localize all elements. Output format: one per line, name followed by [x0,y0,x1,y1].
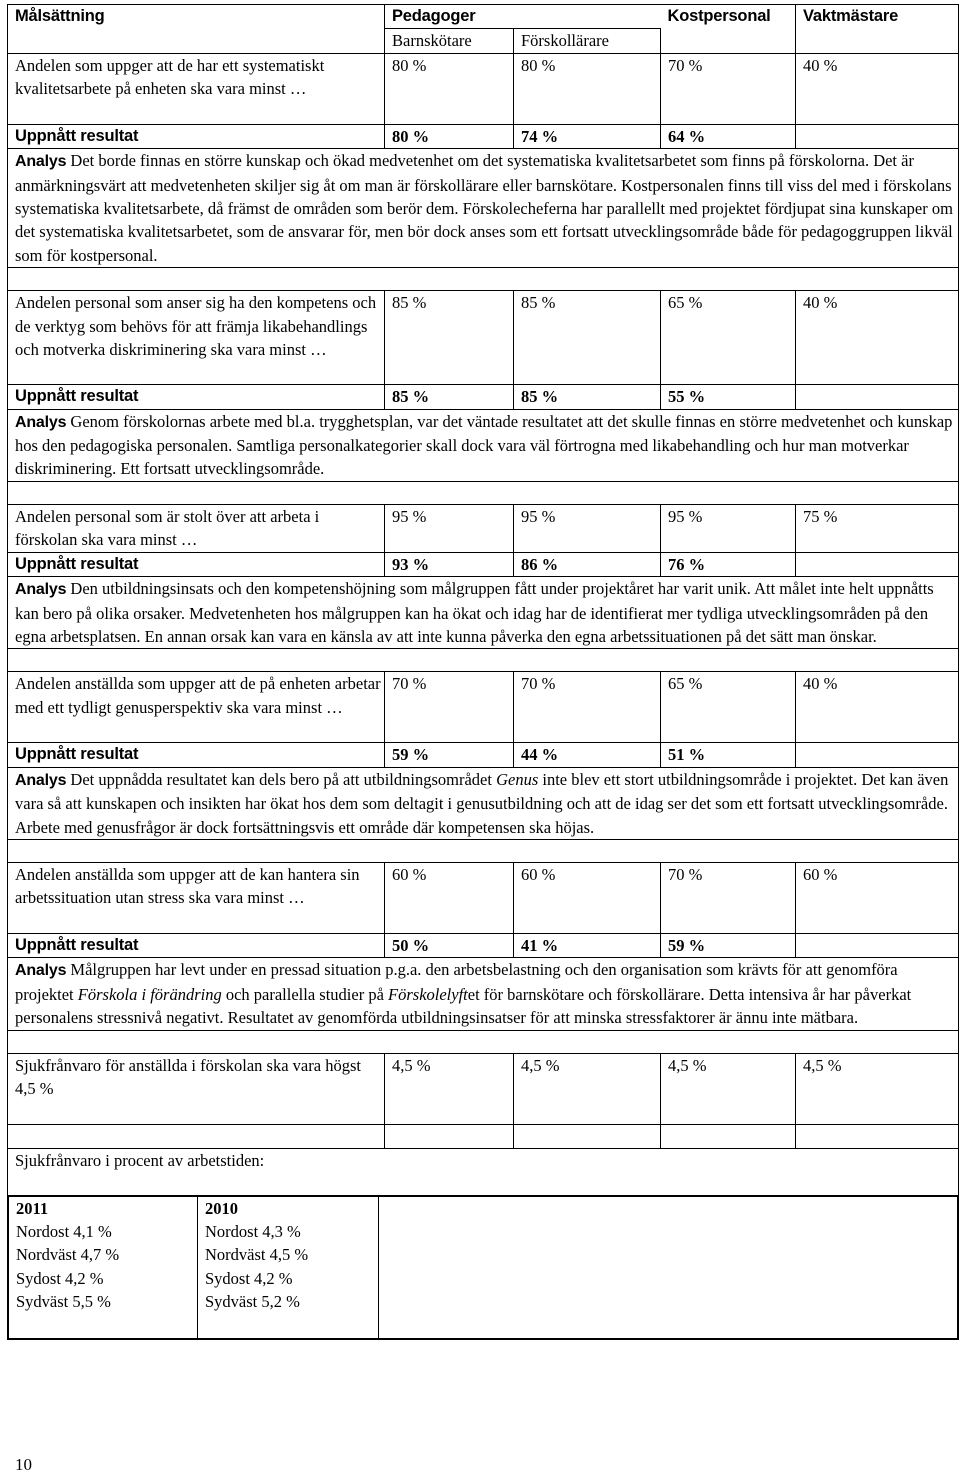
result-label: Uppnått resultat [8,385,385,409]
target-value: 80 % [385,53,514,124]
sick-figures-cell [8,1195,959,1339]
sick-heading: Sjukfrånvaro i procent av arbetstiden: [8,1148,959,1195]
sick-year: 2010 [205,1198,238,1218]
sick-year-column [198,1196,379,1338]
goal-text: Andelen personal som anser sig ha den kompetens och de verktyg som behövs för att främja likabehandlings och motverka diskriminering ska vara minst … [8,291,385,385]
analysis-label: Analys [15,771,67,789]
result-value: 50 % [385,933,514,957]
header-goal: Målsättning [8,5,385,29]
result-value [796,552,959,576]
target-value: 70 % [661,862,796,933]
target-value: 4,5 % [661,1053,796,1124]
target-value: 80 % [514,53,661,124]
result-value: 85 % [385,385,514,409]
target-value: 75 % [796,504,959,552]
result-value: 64 % [661,124,796,148]
result-value: 80 % [385,124,514,148]
result-value [796,124,959,148]
target-value: 70 % [385,672,514,743]
result-value: 55 % [661,385,796,409]
analysis-text: Analys Det uppnådda resultatet kan dels bero på att utbildningsområdet Genus inte blev ett stort utbildningsområde i projektet. Det kan även vara så att kunskapen och insikten har ökat hos dem som deltagit i genusutbildning och att de idag ser det som ett fortsatt utvecklingsområde. Arbete med genusfrågor är dock fortsättningsvis ett område där kompetensen ska höjas. [8,767,959,839]
analysis-label: Analys [15,581,67,599]
analysis-label: Analys [15,962,67,980]
analysis-text: Analys Genom förskolornas arbete med bl.a. trygghetsplan, var det väntade resultatet att det skulle finnas en större medvetenhet och kunskap hos den pedagogiska personalen. Samtliga personalkategorier skall dock vara väl förtrogna med likabehandling och hur man motverkar diskriminering. Ett fortsatt utvecklingsområde. [8,409,959,481]
spacer-row [8,1030,959,1053]
sick-region: Nordväst 4,7 % [16,1245,120,1265]
result-label: Uppnått resultat [8,933,385,957]
header-pedagogues: Pedagoger [385,5,661,29]
sick-region: Nordost 4,3 % [205,1221,301,1241]
spacer-row [8,839,959,862]
sick-empty-cell [796,1124,959,1148]
result-value [796,933,959,957]
sick-empty-cell [661,1124,796,1148]
result-value: 44 % [514,743,661,767]
result-label: Uppnått resultat [8,743,385,767]
spacer-row [8,481,959,504]
sick-empty-cell [8,1124,385,1148]
target-value: 4,5 % [385,1053,514,1124]
result-value: 85 % [514,385,661,409]
result-value: 86 % [514,552,661,576]
target-value: 70 % [661,53,796,124]
target-value: 65 % [661,291,796,385]
result-value [796,743,959,767]
sick-empty-cell [514,1124,661,1148]
spacer-row [8,268,959,291]
goal-text: Sjukfrånvaro för anställda i förskolan ska vara högst 4,5 % [8,1053,385,1124]
analysis-text: Analys Målgruppen har levt under en pressad situation p.g.a. den arbetsbelastning och den organisation som krävts för att genomföra projektet Förskola i förändring och parallella studier på Förskolelyftet för barnskötare och förskollärare. Detta intensiva år har påverkat personalens stressnivå negativt. Resultatet av genomförda utbildningsinsatser för att minska stressfaktorer är ännu inte mätbara. [8,958,959,1030]
sick-region: Sydost 4,2 % [205,1268,293,1288]
result-value: 41 % [514,933,661,957]
analysis-label: Analys [15,153,67,171]
analysis-text: Analys Det borde finnas en större kunskap och ökad medvetenhet om det systematiska kvalitetsarbetet som finns på förskolorna. Det är anmärkningsvärt att medvetenheten skiljer sig åt om man är förskollärare eller barnskötare. Kostpersonalen finns till viss del med i förskolans systematiska kvalitetsarbete, då främst de områden som berör dem. Förskolecheferna har parallellt med projektet fördjupat sina kunskaper om det systematiska kvalitetsarbetet, som de ansvarar för, men bör dock anses som ett fortsatt utvecklingsområde både för pedagoggruppen likväl som för kostpersonal. [8,149,959,268]
target-value: 95 % [661,504,796,552]
target-value: 95 % [385,504,514,552]
target-value: 60 % [385,862,514,933]
result-value: 93 % [385,552,514,576]
page-number: 10 [15,1455,32,1474]
target-value: 4,5 % [514,1053,661,1124]
result-value: 59 % [661,933,796,957]
goal-text: Andelen anställda som uppger att de på enheten arbetar med ett tydligt genusperspektiv ska vara minst … [8,672,385,743]
target-value: 40 % [796,53,959,124]
goal-text: Andelen anställda som uppger att de kan hantera sin arbetssituation utan stress ska vara minst … [8,862,385,933]
result-label: Uppnått resultat [8,552,385,576]
target-value: 40 % [796,672,959,743]
header-nursery-nurse: Barnskötare [385,29,514,53]
analysis-label: Analys [15,413,67,431]
target-value: 70 % [514,672,661,743]
header-preschool-teacher: Förskollärare [514,29,661,53]
sick-region: Nordväst 4,5 % [205,1245,309,1265]
result-value: 76 % [661,552,796,576]
spacer-row [8,649,959,672]
sick-region: Nordost 4,1 % [16,1221,112,1241]
analysis-text: Analys Den utbildningsinsats och den kompetenshöjning som målgruppen fått under projektåret har varit unik. Att målet inte helt uppnåtts kan bero på olika orsaker. Medvetenheten hos målgruppen kan ha ökat och idag har de identifierat mer tydliga utvecklingsområden på den egna arbetsplatsen. En annan orsak kan vara en känsla av att inte kunna påverka den egna arbetssituationen på det sätt man önskar. [8,577,959,649]
result-label: Uppnått resultat [8,124,385,148]
sick-region: Sydost 4,2 % [16,1268,104,1288]
result-value [796,385,959,409]
sick-region: Sydväst 5,2 % [205,1292,300,1312]
sick-year: 2011 [16,1198,49,1218]
target-value: 60 % [796,862,959,933]
goal-text: Andelen som uppger att de har ett systematiskt kvalitetsarbete på enheten ska vara minst … [8,53,385,124]
target-value: 95 % [514,504,661,552]
target-value: 4,5 % [796,1053,959,1124]
sick-region: Sydväst 5,5 % [16,1292,111,1312]
result-value: 51 % [661,743,796,767]
target-value: 40 % [796,291,959,385]
goals-table [7,4,959,1340]
goal-text: Andelen personal som är stolt över att arbeta i förskolan ska vara minst … [8,504,385,552]
target-value: 85 % [385,291,514,385]
header-janitor: Vaktmästare [796,5,959,29]
target-value: 85 % [514,291,661,385]
sick-year-column [9,1196,198,1338]
target-value: 60 % [514,862,661,933]
result-value: 74 % [514,124,661,148]
result-value: 59 % [385,743,514,767]
sick-empty-cell [385,1124,514,1148]
header-kitchen: Kostpersonal [661,5,796,29]
target-value: 65 % [661,672,796,743]
